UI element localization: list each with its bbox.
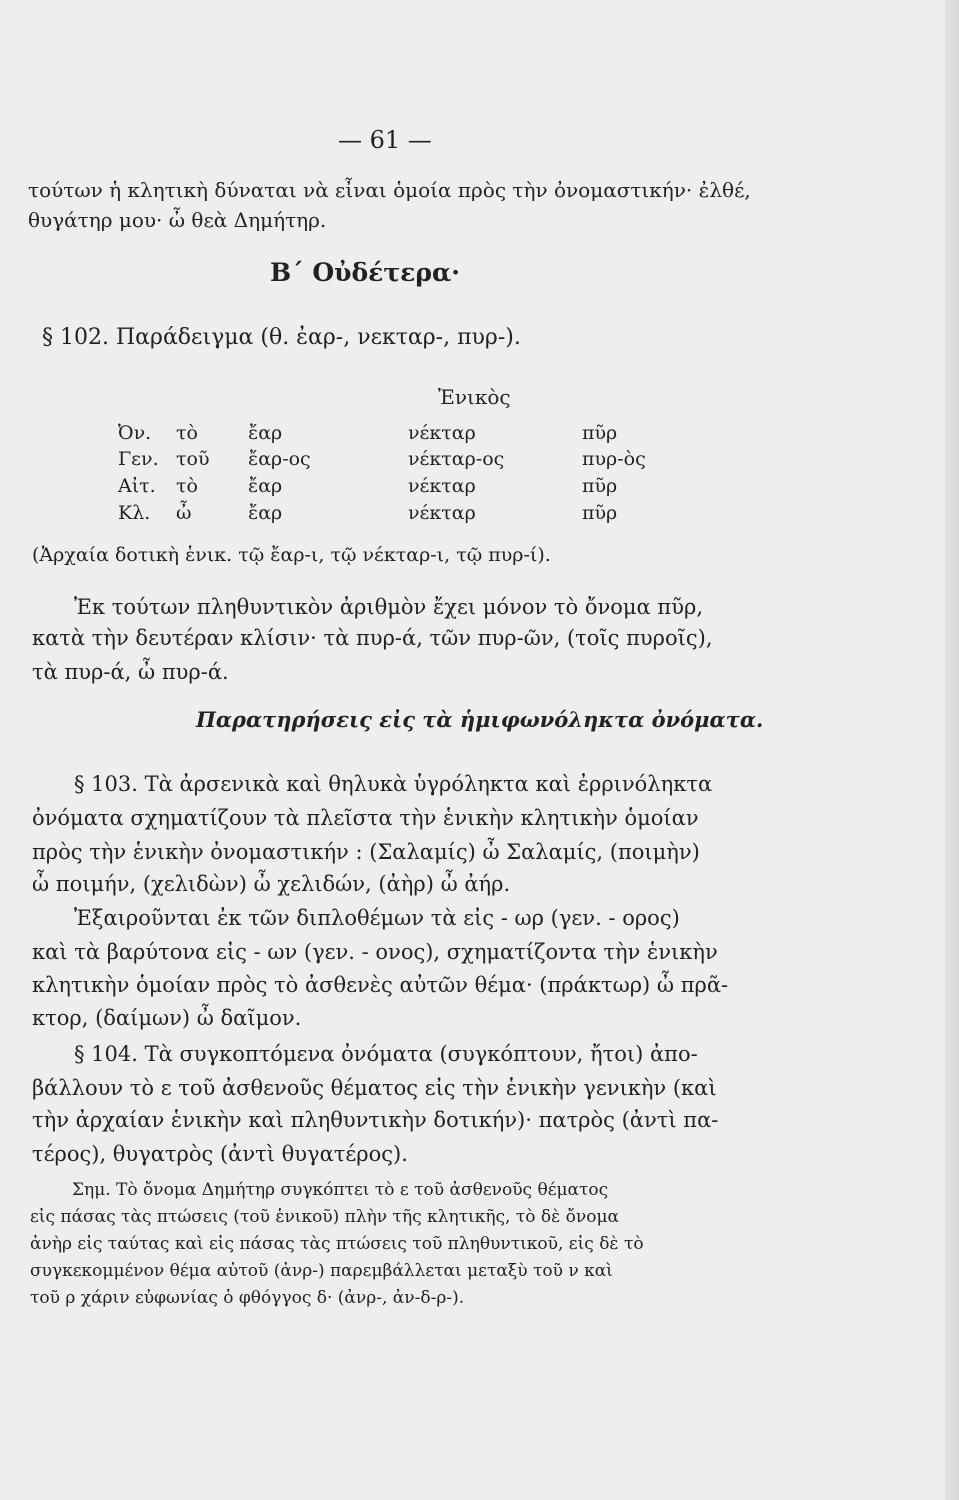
footnote-line-1: Σημ. Τὸ ὄνομα Δημήτηρ συγκόπτει τὸ ε τοῦ ἀσθενοῦς θέματος (72, 1180, 609, 1200)
s103-line-4: ὦ ποιμήν, (χελιδὼν) ὦ χελιδών, (ἀὴρ) ὦ ἀήρ. (32, 872, 511, 896)
s104-line-4: τέρος), θυγατρὸς (ἀντὶ θυγατέρος). (32, 1142, 408, 1166)
form-ear: ἔαρ (248, 422, 283, 444)
form-pyr: πυρ-ὸς (582, 448, 646, 470)
article: τοῦ (176, 448, 210, 470)
s103-line-1: § 103. Τὰ ἀρσενικὰ καὶ θηλυκὰ ὑγρόληκτα καὶ ἐρρινόληκτα (74, 772, 713, 796)
page-number: — 61 — (338, 126, 432, 154)
intro-line-1: τούτων ἡ κλητικὴ δύναται νὰ εἶναι ὁμοία πρὸς τὴν ὀνομαστικήν· ἐλθέ, (28, 178, 751, 202)
form-pyr: πῦρ (582, 422, 618, 444)
s103-line-5: Ἐξαιροῦνται ἐκ τῶν διπλοθέμων τὰ εἰς - ωρ (γεν. - ορος) (74, 906, 680, 930)
page-edge (945, 0, 959, 1500)
plural-note-3: τὰ πυρ-ά, ὦ πυρ-ά. (32, 660, 229, 684)
article: ὦ (176, 502, 192, 524)
s103-line-2: ὀνόματα σχηματίζουν τὰ πλεῖστα τὴν ἑνικὴν κλητικὴν ὁμοίαν (32, 806, 699, 830)
footnote-line-2: εἰς πάσας τὰς πτώσεις (τοῦ ἑνικοῦ) πλὴν τῆς κλητικῆς, τὸ δὲ ὄνομα (30, 1207, 619, 1227)
s103-line-6: καὶ τὰ βαρύτονα εἰς - ων (γεν. - ονος), σχηματίζοντα τὴν ἑνικὴν (32, 940, 718, 964)
form-nektar: νέκταρ (408, 502, 476, 524)
form-ear: ἔαρ (248, 502, 283, 524)
s103-line-3: πρὸς τὴν ἑνικὴν ὀνομαστικήν : (Σαλαμίς) ὦ Σαλαμίς, (ποιμὴν) (32, 840, 700, 864)
s103-line-8: κτορ, (δαίμων) ὦ δαῖμον. (32, 1006, 302, 1030)
s104-line-2: βάλλουν τὸ ε τοῦ ἀσθενοῦς θέματος εἰς τὴν ἑνικὴν γενικὴν (καὶ (32, 1076, 717, 1100)
case-label: Γεν. (118, 448, 159, 470)
plural-note-2: κατὰ τὴν δευτέραν κλίσιν· τὰ πυρ-ά, τῶν πυρ-ῶν, (τοῖς πυροῖς), (32, 626, 713, 650)
article: τὸ (176, 422, 198, 444)
intro-line-2: θυγάτηρ μου· ὦ θεὰ Δημήτηρ. (28, 208, 327, 232)
ancient-dative: (Ἀρχαία δοτικὴ ἑνικ. τῷ ἔαρ-ι, τῷ νέκταρ-ι, τῷ πυρ-ί). (32, 544, 551, 566)
form-pyr: πῦρ (582, 502, 618, 524)
case-label: Κλ. (118, 502, 151, 524)
footnote-line-4: συγκεκομμένον θέμα αὐτοῦ (ἀνρ-) παρεμβάλλεται μεταξὺ τοῦ ν καὶ (30, 1261, 613, 1281)
form-nektar: νέκταρ-ος (408, 448, 505, 470)
footnote-line-5: τοῦ ρ χάριν εὐφωνίας ὁ φθόγγος δ· (ἀνρ-, ἀν-δ-ρ-). (30, 1288, 465, 1308)
plural-note-1: Ἐκ τούτων πληθυντικὸν ἀριθμὸν ἔχει μόνον τὸ ὄνομα πῦρ, (74, 595, 703, 619)
form-nektar: νέκταρ (408, 422, 476, 444)
observations-heading: Παρατηρήσεις εἰς τὰ ἡμιφωνόληκτα ὀνόματα. (196, 707, 764, 732)
form-nektar: νέκταρ (408, 475, 476, 497)
case-label: Αἰτ. (118, 475, 156, 497)
s104-line-1: § 104. Τὰ συγκοπτόμενα ὀνόματα (συγκόπτουν, ἤτοι) ἀπο- (74, 1042, 698, 1066)
s104-line-3: τὴν ἀρχαίαν ἑνικὴν καὶ πληθυντικὴν δοτικήν)· πατρὸς (ἀντὶ πα- (32, 1108, 719, 1132)
form-ear: ἔαρ (248, 475, 283, 497)
number-label: Ἑνικὸς (438, 385, 511, 409)
footnote-line-3: ἀνὴρ εἰς ταύτας καὶ εἰς πάσας τὰς πτώσεις τοῦ πληθυντικοῦ, εἰς δὲ τὸ (30, 1234, 644, 1254)
form-ear: ἔαρ-ος (248, 448, 311, 470)
article: τὸ (176, 475, 198, 497)
s103-line-7: κλητικὴν ὁμοίαν πρὸς τὸ ἀσθενὲς αὐτῶν θέμα· (πράκτωρ) ὦ πρᾶ- (32, 973, 729, 997)
case-label: Ὀν. (118, 422, 152, 444)
s102-lead: § 102. Παράδειγμα (θ. ἐαρ-, νεκταρ-, πυρ-). (42, 325, 521, 350)
section-heading: Β΄ Οὐδέτερα· (270, 258, 460, 287)
form-pyr: πῦρ (582, 475, 618, 497)
